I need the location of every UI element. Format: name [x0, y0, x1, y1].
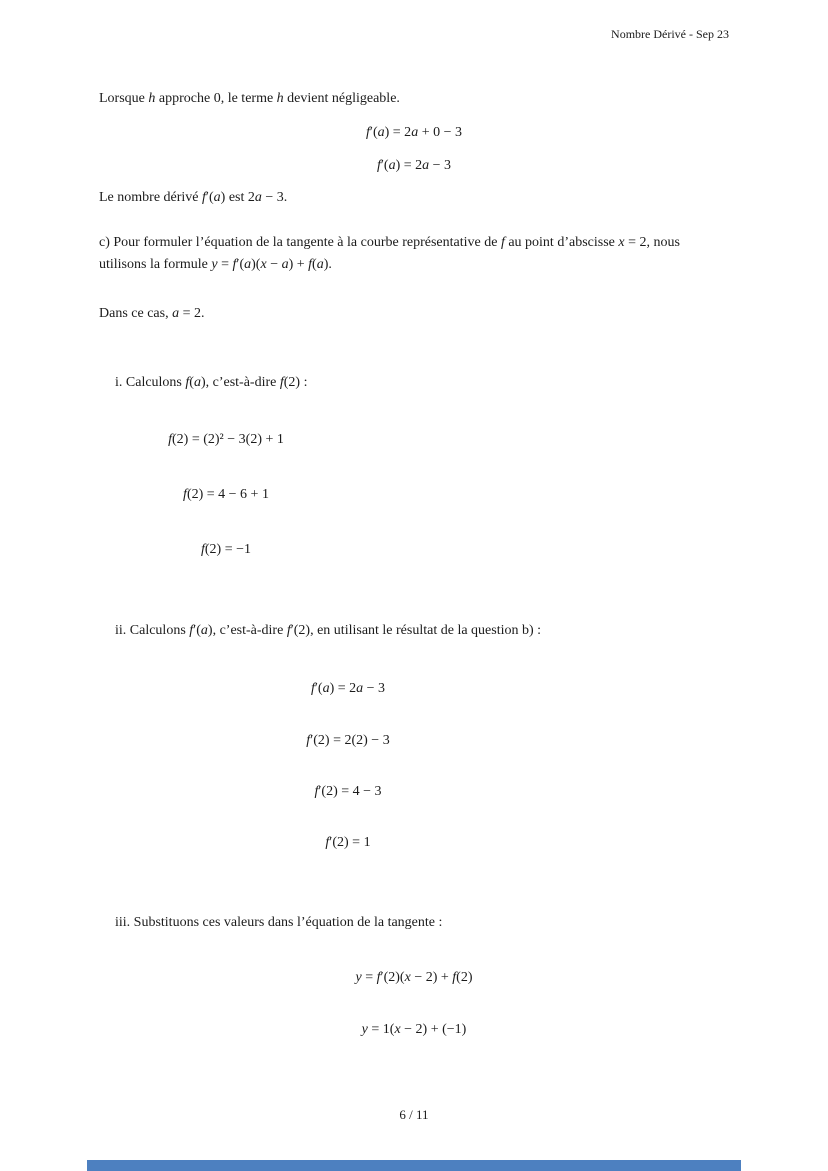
text-run: approche 0, le terme [155, 91, 277, 106]
page-number: 6 / 11 [399, 1107, 429, 1122]
text-run: ii. Calculons [115, 623, 190, 638]
paragraph-tangent-question [99, 232, 729, 276]
text-run: au point d’abscisse [504, 235, 619, 250]
text-run: iii. Substituons ces valeurs dans l’équation de la tangente : [115, 915, 443, 930]
paragraph-case-a-equals-2 [99, 303, 729, 325]
list-item-i [99, 372, 729, 394]
inline-math: h [148, 91, 156, 106]
list-item-iii [99, 912, 729, 934]
inline-math: f(a) [185, 375, 206, 390]
text-run: devient négligeable. [283, 91, 400, 106]
paragraph-derivative-result [99, 187, 729, 209]
inline-math: f(2) [279, 375, 301, 390]
equation-f2-expanded: f(2) = (2)² − 3(2) + 1 [168, 432, 284, 447]
equation-tangent-substituted: y = 1(x − 2) + (−1) [361, 1022, 467, 1037]
inline-math: a = 2 [172, 306, 201, 321]
text-run: . [328, 257, 332, 272]
text-run: est [225, 190, 248, 205]
inline-math: f′(2) [286, 623, 311, 638]
inline-math: f [500, 235, 505, 250]
equation-derivative-with-zero: f′(a) = 2a + 0 − 3 [366, 125, 462, 140]
equation-tangent-general: y = f′(2)(x − 2) + f(2) [355, 970, 473, 985]
text-run: , c’est-à-dire [205, 375, 280, 390]
inline-math: y = f′(a)(x − a) + f(a) [211, 257, 329, 272]
text-run: , nous utilisons la formule [99, 235, 680, 272]
page-footer [0, 1106, 828, 1124]
paragraph-negligible [99, 88, 729, 110]
list-item-ii [99, 620, 729, 642]
inline-math: f′(a) [189, 623, 213, 638]
equation-fprime-a: f′(a) = 2a − 3 [310, 681, 386, 696]
text-run: , c’est-à-dire [212, 623, 287, 638]
equation-fprime2-substituted: f′(2) = 2(2) − 3 [306, 733, 390, 748]
equation-fprime2-result: f′(2) = 1 [325, 835, 371, 850]
text-run: . [283, 190, 288, 205]
inline-math: 2a − 3 [247, 190, 284, 205]
text-run: i. Calculons [115, 375, 186, 390]
page-header [0, 0, 828, 42]
page-content [0, 88, 828, 1041]
inline-math: x = 2 [618, 235, 647, 250]
text-run: Le nombre dérivé [99, 190, 203, 205]
text-run: Dans ce cas, [99, 306, 173, 321]
text-run: c) Pour formuler l’équation de la tangente à la courbe représentative de [99, 235, 501, 250]
text-run: Lorsque [99, 91, 149, 106]
next-page-top-bar [87, 1160, 741, 1171]
text-run: : [300, 375, 308, 390]
equation-f2-result: f(2) = −1 [200, 542, 251, 557]
inline-math: h [276, 91, 284, 106]
inline-math: f′(a) [202, 190, 226, 205]
equation-derivative-simplified: f′(a) = 2a − 3 [376, 158, 452, 173]
text-run: . [200, 306, 205, 321]
running-header-title: Nombre Dérivé - Sep 23 [611, 27, 729, 41]
text-run: , en utilisant le résultat de la question b) : [310, 623, 542, 638]
equation-fprime2-intermediate: f′(2) = 4 − 3 [314, 784, 382, 799]
equation-f2-intermediate: f(2) = 4 − 6 + 1 [183, 487, 269, 502]
